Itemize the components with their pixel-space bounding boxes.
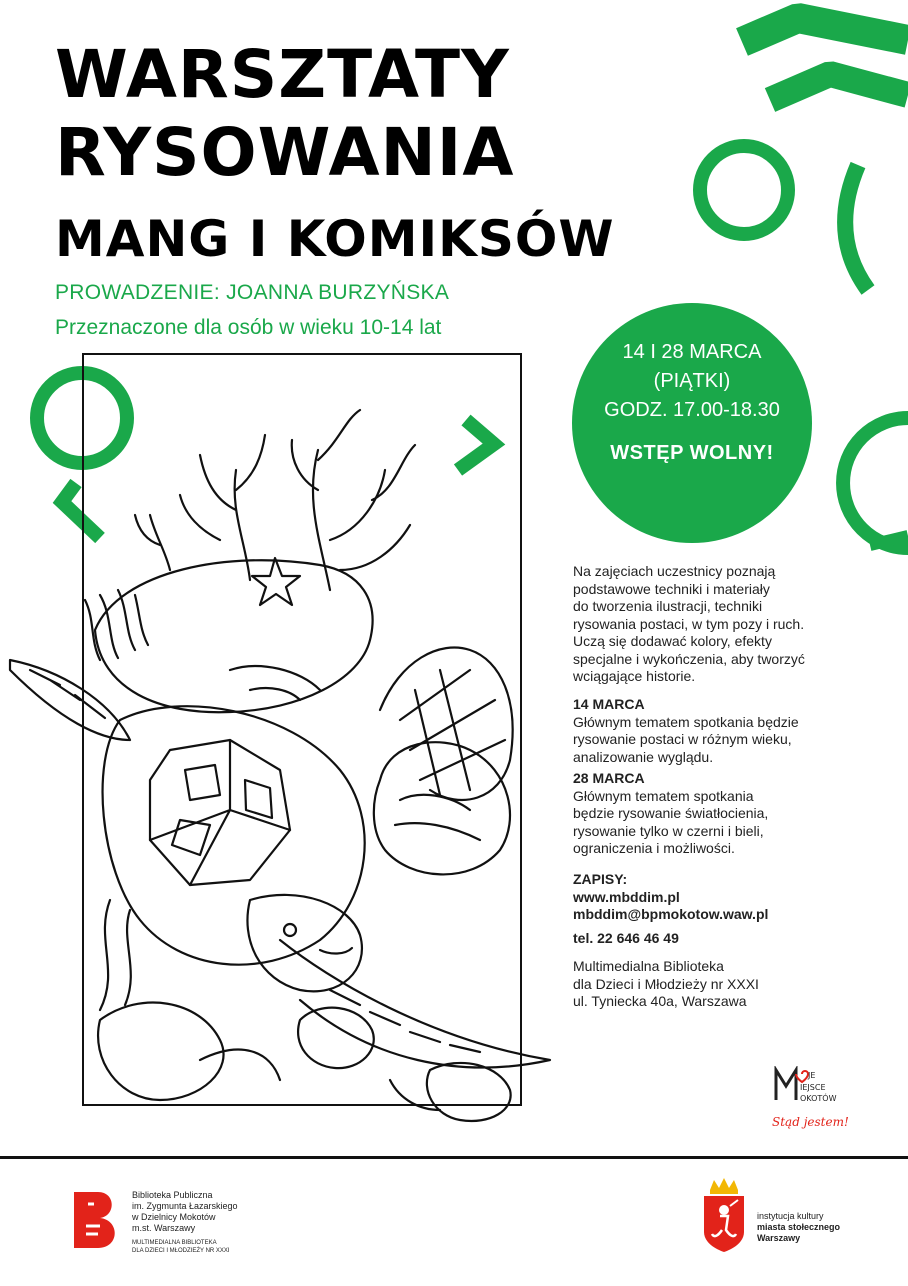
address-line: ul. Tyniecka 40a, Warszawa <box>573 993 747 1009</box>
website-link[interactable]: www.mbddim.pl <box>573 888 680 905</box>
session-line: rysowanie tylko w czerni i bieli, <box>573 822 764 839</box>
description-line: Na zajęciach uczestnicy poznają <box>573 563 776 579</box>
city-line: Warszawy <box>757 1233 801 1243</box>
moje-miejsce-slogan: Stąd jestem! <box>772 1115 849 1129</box>
title-line-3: MANG I KOMIKSÓW <box>55 210 615 268</box>
phone-number[interactable]: tel. 22 646 46 49 <box>573 929 679 946</box>
library-line: m.st. Warszawy <box>132 1223 196 1233</box>
description-line: podstawowe techniki i materiały <box>573 580 770 597</box>
library-line: Biblioteka Publiczna <box>132 1190 213 1200</box>
session-line: rysowanie postaci w różnym wieku, <box>573 731 792 747</box>
green-arc-shape <box>845 165 868 290</box>
session-line: ograniczenia i możliwości. <box>573 840 735 856</box>
signup-block <box>573 871 873 947</box>
moje-miejsce-logo <box>772 1066 882 1130</box>
library-b-logo-icon <box>70 1188 122 1252</box>
session-line: Głównym tematem spotkania <box>573 787 754 804</box>
event-info-circle <box>572 303 812 543</box>
address-line: Multimedialna Biblioteka <box>573 958 724 974</box>
signup-label: ZAPISY: <box>573 871 628 887</box>
session-1 <box>573 696 873 766</box>
event-time: GODZ. 17.00-18.30 <box>604 399 780 421</box>
session-date: 14 MARCA <box>573 696 645 712</box>
description-line: Uczą się dodawać kolory, efekty <box>573 633 772 649</box>
svg-text:JE: JE <box>808 1071 816 1080</box>
description-line: wciągające historie. <box>573 668 696 684</box>
footer-divider <box>0 1156 908 1159</box>
session-line: Głównym tematem spotkania będzie <box>573 713 799 730</box>
email-link[interactable]: mbddim@bpmokotow.waw.pl <box>573 906 769 922</box>
library-sub-line: DLA DZIECI I MŁODZIEŻY NR XXXI <box>132 1247 230 1254</box>
library-line: w Dzielnicy Mokotów <box>132 1212 216 1222</box>
moje-miejsce-logo-icon <box>772 1066 862 1106</box>
session-line: analizowanie wyglądu. <box>573 748 714 765</box>
sea-turtle-illustration <box>0 340 560 1140</box>
city-institution-text <box>757 1211 840 1244</box>
address-line: dla Dzieci i Młodzieży nr XXXI <box>573 975 759 992</box>
green-ring-shape <box>700 146 788 234</box>
free-entry-label: WSTĘP WOLNY! <box>610 442 774 464</box>
svg-text:OKOTÓW: OKOTÓW <box>800 1094 837 1103</box>
session-line: będzie rysowanie światłocienia, <box>573 805 769 821</box>
session-2 <box>573 770 873 858</box>
green-partial-ring-shape <box>843 418 908 548</box>
description <box>573 563 873 686</box>
title-line-2: RYSOWANIA <box>55 114 515 191</box>
city-line: instytucja kultury <box>757 1211 824 1221</box>
session-date: 28 MARCA <box>573 770 645 786</box>
green-chevron-shape <box>742 18 908 42</box>
svg-text:IEJSCE: IEJSCE <box>800 1083 826 1092</box>
green-wave-shape <box>770 74 908 100</box>
city-line: miasta stołecznego <box>757 1222 841 1232</box>
library-line: im. Zygmunta Łazarskiego <box>132 1201 238 1211</box>
library-sub-line: MULTIMEDIALNA BIBLIOTEKA <box>132 1240 217 1246</box>
leader-subtitle: PROWADZENIE: JOANNA BURZYŃSKA <box>55 281 450 304</box>
description-line: rysowania postaci, w tym pozy i ruch. <box>573 615 805 632</box>
address-block <box>573 958 873 1011</box>
event-days: (PIĄTKI) <box>653 370 731 392</box>
title-line-1: WARSZTATY <box>55 36 510 113</box>
age-subtitle: Przeznaczone dla osób w wieku 10-14 lat <box>55 316 442 339</box>
warsaw-coat-of-arms-icon <box>700 1176 748 1254</box>
description-line: do tworzenia ilustracji, techniki <box>573 598 763 614</box>
event-dates: 14 I 28 MARCA <box>622 341 762 363</box>
library-name <box>132 1190 238 1255</box>
description-line: specjalne i wykończenia, aby tworzyć <box>573 650 805 667</box>
